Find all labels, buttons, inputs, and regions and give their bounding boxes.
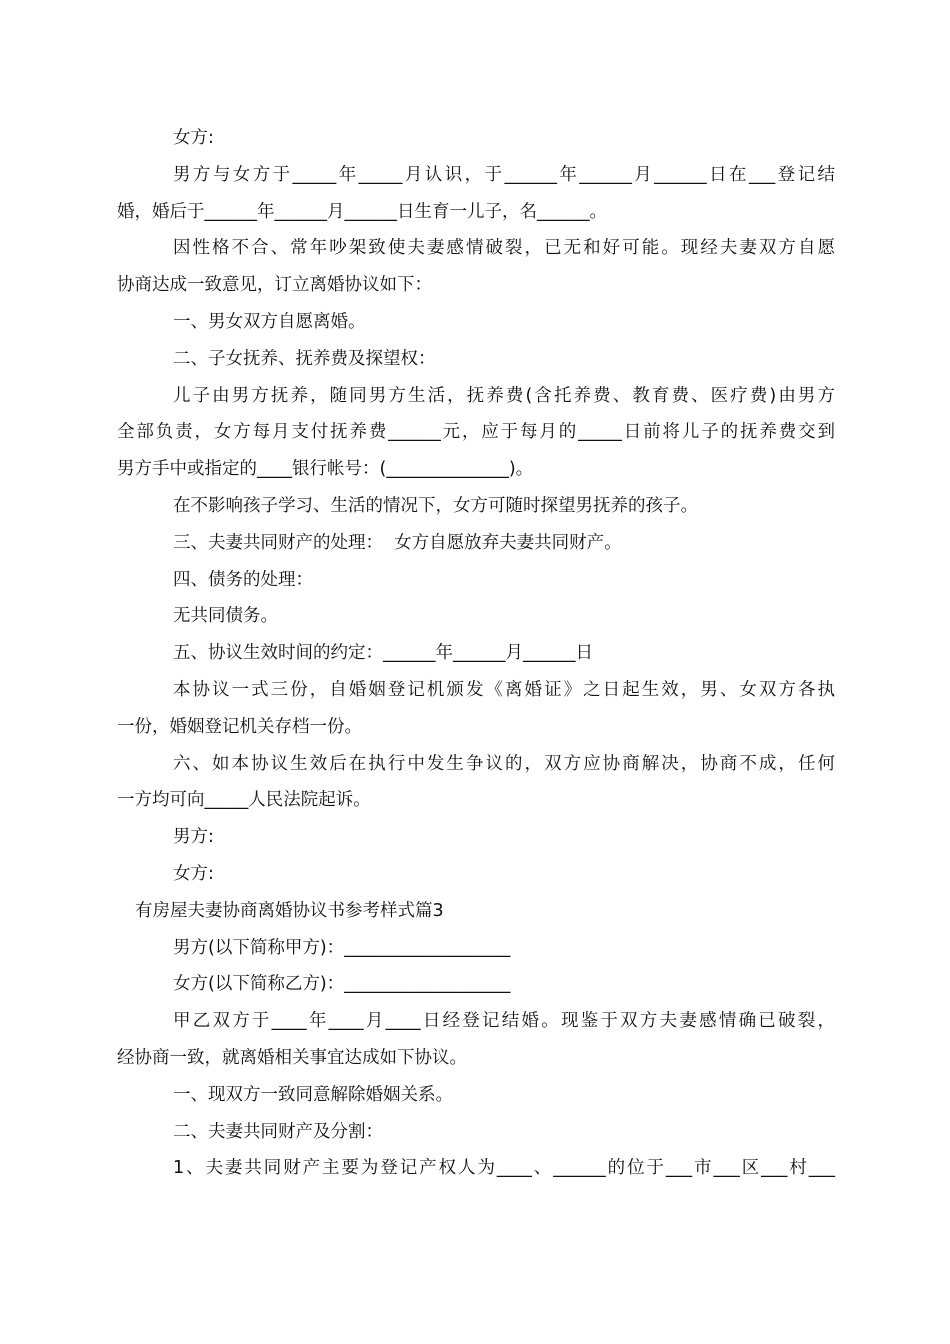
husband-signature-label: 男方: <box>173 827 214 848</box>
paragraph-meeting-line-1: 男方与女方于_____年_____月认识，于______年______月______日在___登记结 <box>173 164 835 185</box>
marriage-statement-line-1: 甲乙双方于____年____月____日经登记结婚。现鉴于双方夫妻感情确已破裂， <box>173 1011 835 1032</box>
party-a-line: 男方(以下简称甲方)：___________________ <box>173 937 511 958</box>
clause-2-text-line-1: 儿子由男方抚养，随同男方生活，抚养费(含托养费、教育费、医疗费)由男方 <box>173 385 835 406</box>
clause-6-line-1: 六、如本协议生效后在执行中发生争议的，双方应协商解决，协商不成，任何 <box>173 753 835 774</box>
agreement-clause-2-heading: 二、夫妻共同财产及分割： <box>173 1121 383 1142</box>
marriage-statement-line-2: 经协商一致，就离婚相关事宜达成如下协议。 <box>117 1047 467 1068</box>
document-body <box>117 120 835 1187</box>
party-b-line: 女方(以下简称乙方)：___________________ <box>173 974 511 995</box>
clause-2-visitation: 在不影响孩子学习、生活的情况下，女方可随时探望男抚养的孩子。 <box>173 495 698 516</box>
section-title: 有房屋夫妻协商离婚协议书参考样式篇3 <box>135 900 444 921</box>
clause-1: 一、男女双方自愿离婚。 <box>173 311 366 332</box>
clause-2-text-line-2: 全部负责，女方每月支付抚养费______元，应于每月的_____日前将儿子的抚养费交到 <box>117 422 835 443</box>
clause-5: 五、协议生效时间的约定：______年______月______日 <box>173 643 593 664</box>
clause-5-copies-line-2: 一份，婚姻登记机关存档一份。 <box>117 716 362 737</box>
wife-signature-label: 女方: <box>173 863 214 884</box>
property-clause-1: 1、夫妻共同财产主要为登记产权人为____、______的位于___市___区___村___ <box>173 1158 835 1179</box>
clause-5-copies-line-1: 本协议一式三份，自婚姻登记机颁发《离婚证》之日起生效，男、女双方各执 <box>173 679 835 700</box>
clause-2-text-line-3: 男方手中或指定的____银行帐号：(______________)。 <box>117 459 534 480</box>
paragraph-reason-line-2: 协商达成一致意见，订立离婚协议如下： <box>117 275 432 296</box>
clause-4-text: 无共同债务。 <box>173 606 278 627</box>
paragraph-meeting-line-2: 婚，婚后于______年______月______日生育一儿子，名______。 <box>117 201 607 222</box>
wife-label: 女方: <box>173 128 214 148</box>
agreement-clause-1: 一、现双方一致同意解除婚姻关系。 <box>173 1084 453 1105</box>
clause-4-heading: 四、债务的处理： <box>173 569 313 590</box>
clause-2-heading: 二、子女抚养、抚养费及探望权： <box>173 348 436 369</box>
clause-6-line-2: 一方均可向_____人民法院起诉。 <box>117 790 371 811</box>
clause-3: 三、夫妻共同财产的处理： 女方自愿放弃夫妻共同财产。 <box>173 532 622 553</box>
paragraph-reason-line-1: 因性格不合、常年吵架致使夫妻感情破裂，已无和好可能。现经夫妻双方自愿 <box>173 238 835 259</box>
